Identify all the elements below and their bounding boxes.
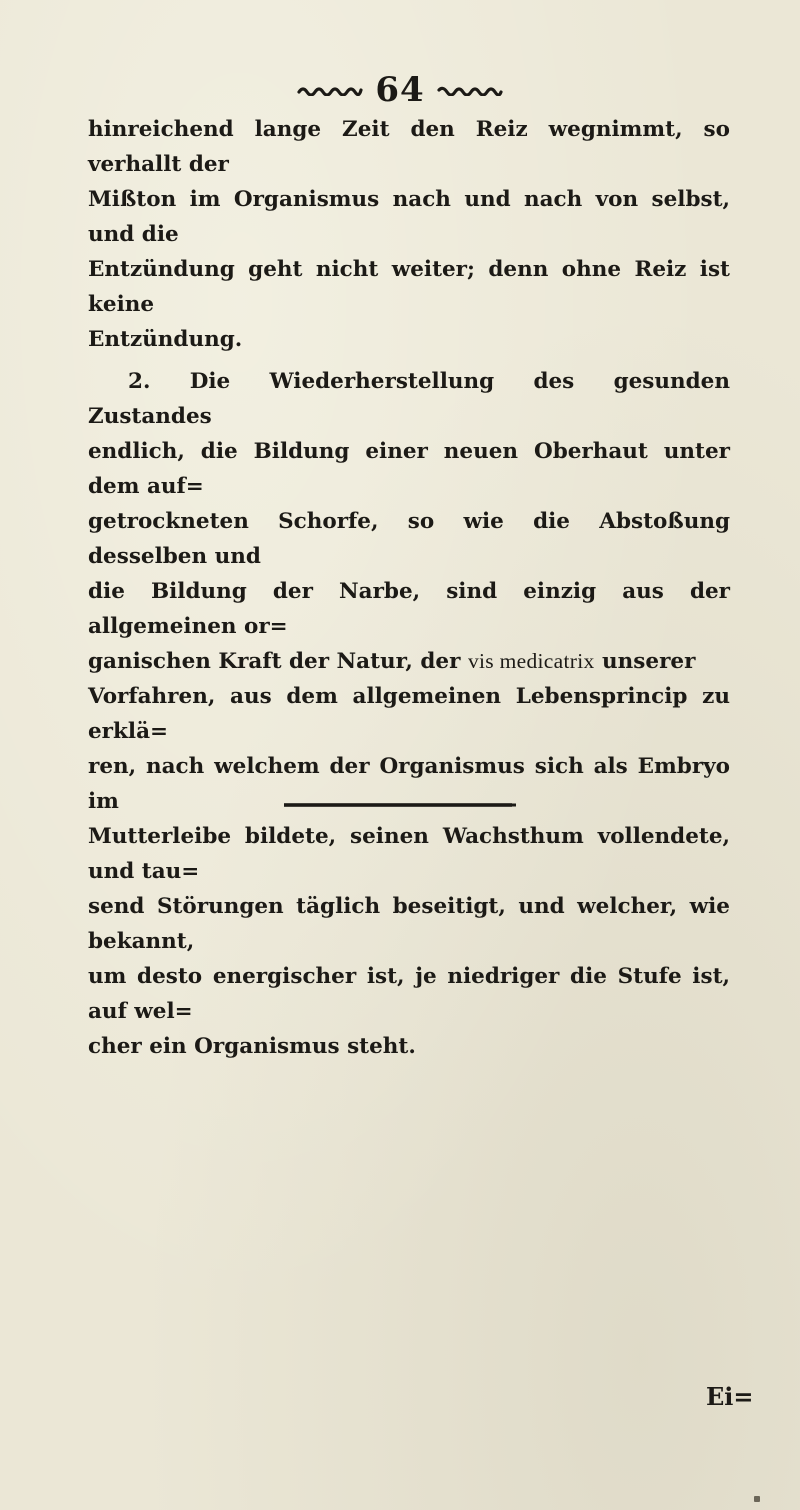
scan-speck — [754, 1496, 760, 1502]
section-divider-rule — [282, 801, 518, 809]
paragraph-1 — [88, 112, 730, 357]
text-line: endlich, die Bildung einer neuen Oberhaut unter dem auf= — [88, 439, 730, 499]
text-line: ren, nach welchem der Organismus sich als Embryo im — [88, 754, 730, 814]
text-line: Entzündung geht nicht weiter; denn ohne Reiz ist keine — [88, 257, 730, 317]
page-header — [0, 70, 800, 110]
text-line: Mutterleibe bildete, seinen Wachsthum vollendete, und tau= — [88, 824, 730, 884]
text-fragment: unserer — [594, 649, 696, 674]
text-line: 2. Die Wiederherstellung des gesunden Zustandes — [88, 369, 730, 429]
text-line: die Bildung der Narbe, sind einzig aus der allgemeinen or= — [88, 579, 730, 639]
wavy-ornament-left-icon — [297, 84, 363, 96]
text-line: cher ein Organismus steht. — [88, 1034, 416, 1059]
text-line: Entzündung. — [88, 327, 243, 352]
text-line: getrockneten Schorfe, so wie die Abstoßung desselben und — [88, 509, 730, 569]
text-line: Mißton im Organismus nach und nach von selbst, und die — [88, 187, 730, 247]
text-line: ganischen Kraft der Natur, der — [88, 649, 468, 674]
page-number: 64 — [375, 70, 425, 110]
wavy-ornament-right-icon — [437, 84, 503, 96]
main-text — [88, 112, 730, 1064]
text-line: send Störungen täglich beseitigt, und welcher, wie bekannt, — [88, 894, 730, 954]
text-line: hinreichend lange Zeit den Reiz wegnimmt, so verhallt der — [88, 117, 730, 177]
text-line: um desto energischer ist, je niedriger die Stufe ist, auf wel= — [88, 964, 730, 1024]
text-line: Vorfahren, aus dem allgemeinen Lebensprincip zu erklä= — [88, 684, 730, 744]
catchword: Ei= — [706, 1382, 754, 1411]
latin-phrase: vis medicatrix — [467, 649, 595, 673]
paragraph-2 — [88, 364, 730, 1064]
